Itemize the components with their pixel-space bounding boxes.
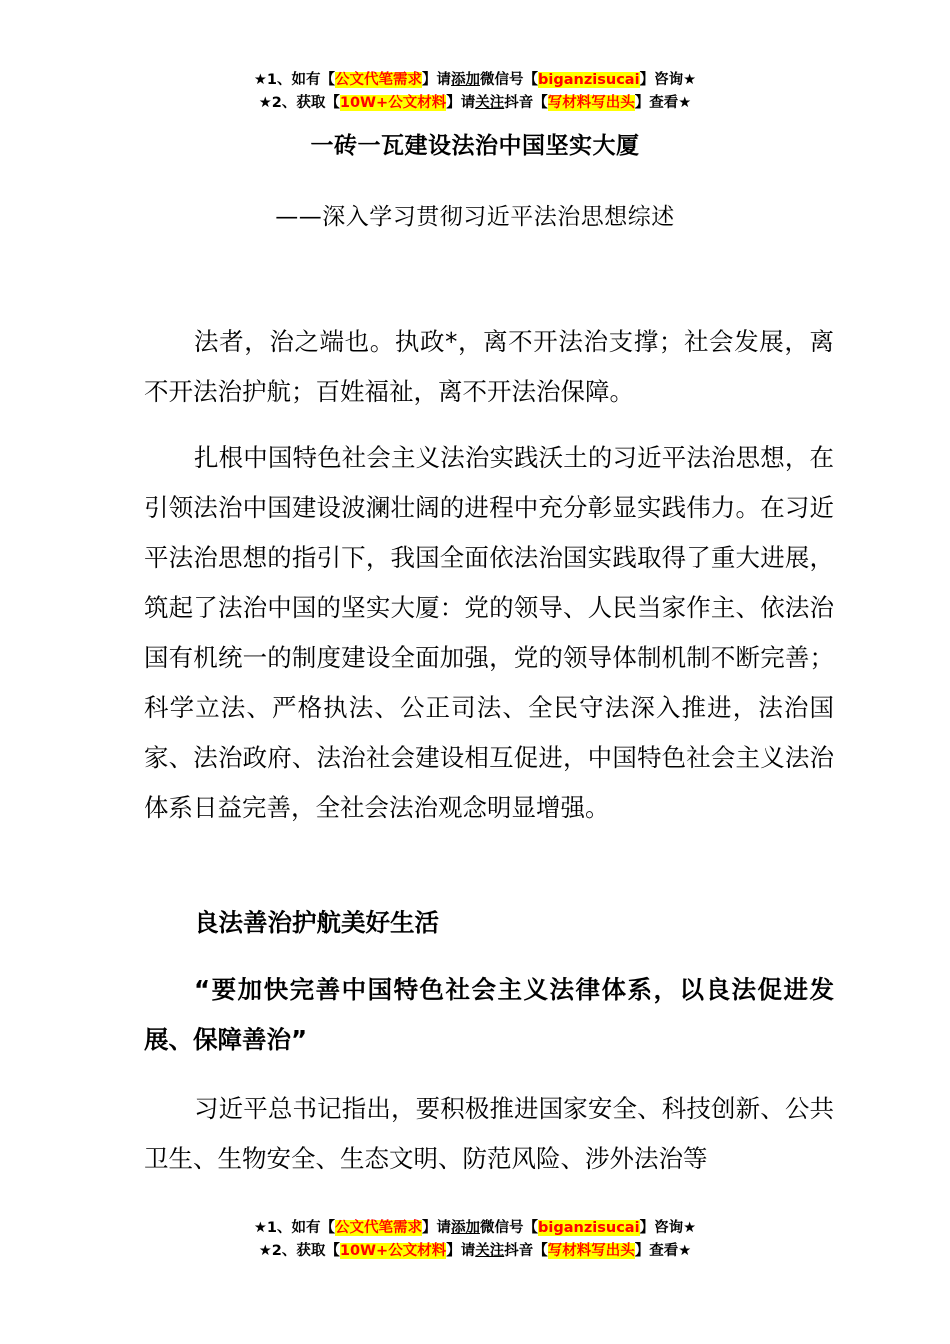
document-subtitle: ——深入学习贯彻习近平法治思想综述 bbox=[275, 204, 675, 230]
footer-banner-line-2: ★2、获取【10W+公文材料】请关注抖音【写材料写出头】查看★ bbox=[258, 1243, 692, 1259]
footer-highlight-douyin: 写材料写出头 bbox=[547, 1243, 635, 1259]
quote-heading: “要加快完善中国特色社会主义法律体系，以良法促进发展、保障善治” bbox=[144, 975, 834, 1054]
footer-highlight-ghostwriting: 公文代笔需求 bbox=[335, 1220, 423, 1236]
section-heading: 良法善治护航美好生活 bbox=[194, 908, 439, 937]
footer-banner bbox=[0, 1217, 950, 1263]
header-banner-line-1: ★1、如有【公文代笔需求】请添加微信号【biganzisucai】咨询★ bbox=[253, 72, 697, 88]
header-banner bbox=[0, 69, 950, 115]
footer-highlight-wechat-id: biganzisucai bbox=[538, 1220, 640, 1236]
document-title: 一砖一瓦建设法治中国坚实大厦 bbox=[310, 133, 640, 159]
header-banner-line-2: ★2、获取【10W+公文材料】请关注抖音【写材料写出头】查看★ bbox=[258, 95, 692, 111]
header-highlight-douyin: 写材料写出头 bbox=[547, 95, 635, 111]
paragraph-3: 习近平总书记指出，要积极推进国家安全、科技创新、公共卫生、生物安全、生态文明、防范风险、涉外法治等 bbox=[144, 1094, 834, 1173]
footer-banner-line-1: ★1、如有【公文代笔需求】请添加微信号【biganzisucai】咨询★ bbox=[253, 1220, 697, 1236]
header-highlight-wechat-id: biganzisucai bbox=[538, 72, 640, 88]
header-highlight-ghostwriting: 公文代笔需求 bbox=[335, 72, 423, 88]
paragraph-1: 法者，治之端也。执政*，离不开法治支撑；社会发展，离不开法治护航；百姓福祉，离不开法治保障。 bbox=[144, 327, 834, 406]
footer-highlight-materials: 10W+公文材料 bbox=[339, 1243, 447, 1259]
paragraph-2: 扎根中国特色社会主义法治实践沃土的习近平法治思想，在引领法治中国建设波澜壮阔的进程中充分彰显实践伟力。在习近平法治思想的指引下，我国全面依法治国实践取得了重大进展，筑起了法治中国的坚实大厦：党的领导、人民当家作主、依法治国有机统一的制度建设全面加强，党的领导体制机制不断完善；科学立法、严格执法、公正司法、全民守法深入推进，法治国家、法治政府、法治社会建设相互促进，中国特色社会主义法治体系日益完善，全社会法治观念明显增强。 bbox=[144, 443, 834, 822]
header-highlight-materials: 10W+公文材料 bbox=[339, 95, 447, 111]
